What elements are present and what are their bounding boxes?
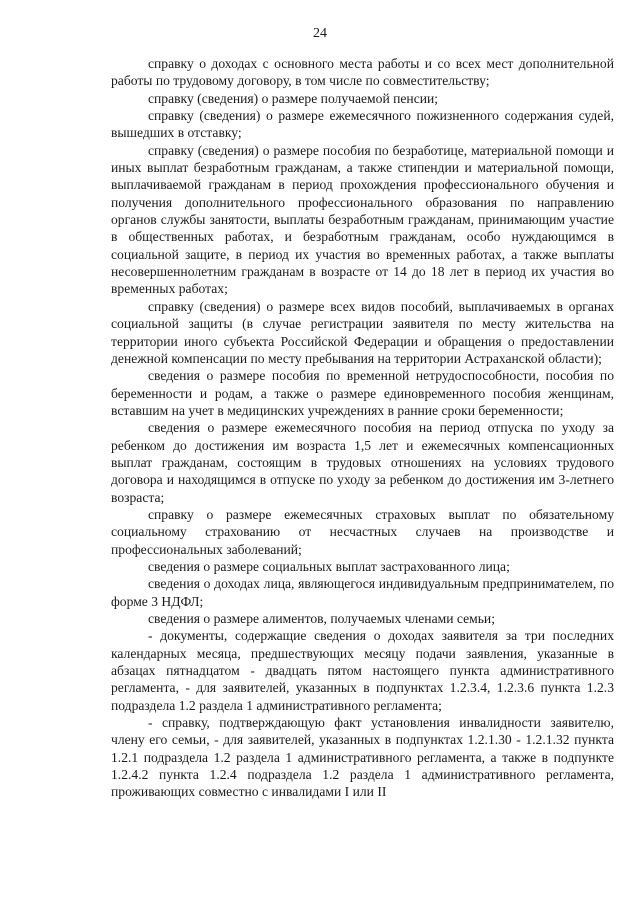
paragraph: сведения о размере социальных выплат застрахованного лица; (148, 558, 510, 574)
paragraph: сведения о размере пособия по временной нетрудоспособности, пособия по беременности и родам, а также о размере единовременного пособия женщинам, вставшим на учет в медицинских учреждениях в ранние сроки беременности; (111, 368, 614, 418)
page-number: 24 (313, 26, 327, 41)
paragraph: - документы, содержащие сведения о доходах заявителя за три последних календарных месяца, предшествующих месяцу подачи заявления, указанные в абзацах пятнадцатом - двадцать пятом настоящего пункта административного регламента, - для заявителей, указанных в подпунктах 1.2.3.4, 1.2.3.6 пункта 1.2.3 подраздела 1.2 раздела 1 административного регламента; (111, 628, 614, 713)
paragraph: сведения о размере алиментов, получаемых членами семьи; (148, 611, 495, 626)
paragraph: справку (сведения) о размере ежемесячного пожизненного содержания судей, вышедших в отставку; (111, 108, 614, 141)
paragraph: справку о доходах с основного места работы и со всех мест дополнительной работы по трудовому договору, в том числе по совместительству; (111, 56, 614, 89)
document-body (111, 55, 614, 801)
paragraph: сведения о размере ежемесячного пособия на период отпуска по уходу за ребенком до достижения им возраста 1,5 лет и ежемесячных компенсационных выплат гражданам, состоящим в трудовых отношениях на условиях трудового договора и находящимся в отпуске по уходу за ребенком до достижения им 3-летнего возраста; (111, 420, 614, 505)
paragraph: справку (сведения) о размере пособия по безработице, материальной помощи и иных выплат безработным гражданам, а также стипендии и материальной помощи, выплачиваемой гражданам в период прохождения профессионального обучения и получения дополнительного профессионального образования по направлению органов службы занятости, выплаты безработным гражданам, принимающим участие в общественных работах, и безработным гражданам, особо нуждающимся в социальной защите, в период их участия во временных работах, а также выплаты несовершеннолетним гражданам в возрасте от 14 до 18 лет в период их участия во временных работах; (111, 142, 614, 297)
paragraph: справку (сведения) о размере получаемой пенсии; (148, 90, 439, 106)
paragraph: справку о размере ежемесячных страховых выплат по обязательному социальному страхованию от несчастных случаев на производстве и профессиональных заболеваний; (111, 506, 614, 557)
paragraph: справку (сведения) о размере всех видов пособий, выплачиваемых в органах социальной защиты (в случае регистрации заявителя по месту жительства на территории иного субъекта Российской Федерации и обращения о предоставлении денежной компенсации по месту пребывания на территории Астраханской области); (111, 298, 614, 366)
paragraph: сведения о доходах лица, являющегося индивидуальным предпринимателем, по форме 3 НДФЛ; (111, 576, 614, 609)
paragraph: - справку, подтверждающую факт установления инвалидности заявителю, члену его семьи, - для заявителей, указанных в подпунктах 1.2.1.30 - 1.2.1.32 пункта 1.2.1 подраздела 1.2 раздела 1 административного регламента, а также в подпункте 1.2.4.2 пункта 1.2.4 подраздела 1.2 раздела 1 административного регламента, проживающих совместно с инвалидами I или II (111, 715, 614, 800)
